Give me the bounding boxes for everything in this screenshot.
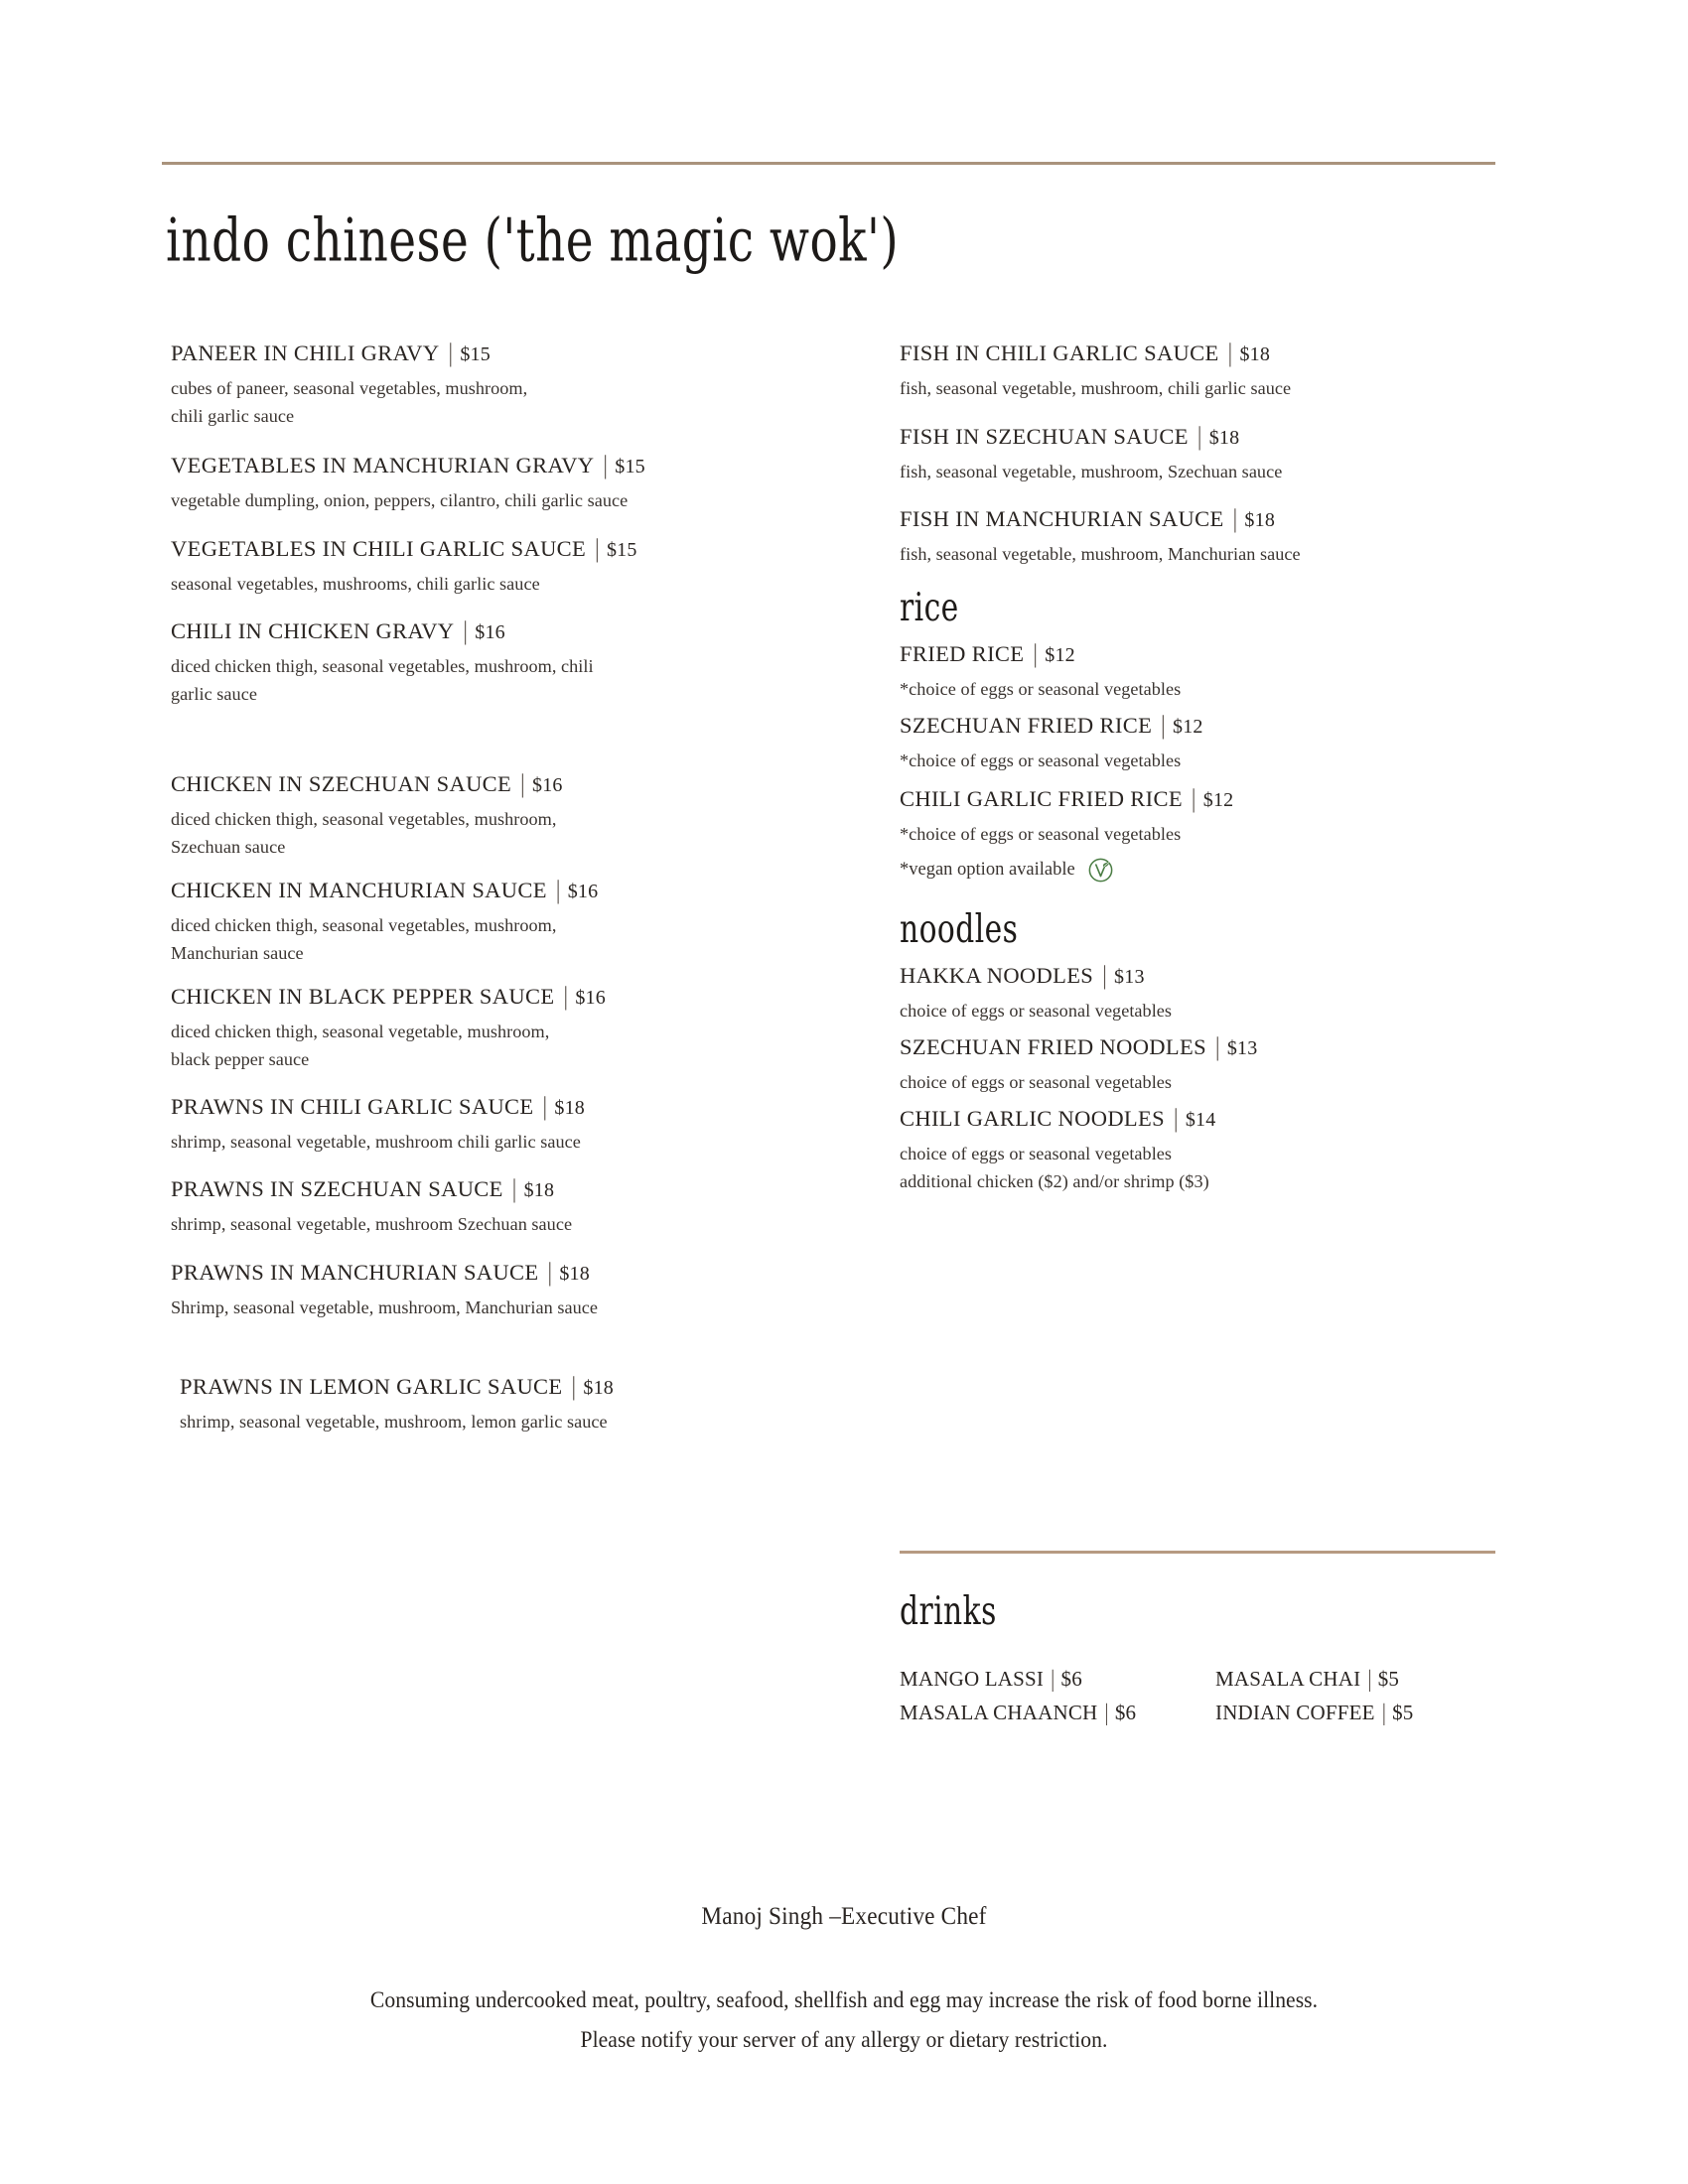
separator: | [1051, 1665, 1055, 1693]
menu-item-price: $18 [1208, 427, 1240, 449]
menu-item-description: diced chicken thigh, seasonal vegetables, mushroom, Szechuan sauce [171, 809, 557, 857]
menu-item-description: shrimp, seasonal vegetable, mushroom Szechuan sauce [171, 1214, 573, 1234]
menu-item-name: VEGETABLES IN MANCHURIAN GRAVY | $15 [171, 451, 645, 479]
menu-item-prawns-in-szechuan-sauce[interactable] [171, 1175, 806, 1239]
separator: | [1102, 961, 1108, 990]
separator: | [563, 982, 569, 1011]
menu-item-name: CHILI GARLIC NOODLES | $14 [900, 1104, 1216, 1133]
menu-item-price: $16 [575, 987, 606, 1009]
menu-item-price: $16 [567, 881, 599, 902]
drink-price: $5 [1392, 1701, 1414, 1724]
menu-item-price: $12 [1202, 789, 1234, 811]
section-heading-drinks: drinks [900, 1586, 997, 1634]
menu-item-name: CHILI GARLIC FRIED RICE | $12 [900, 784, 1234, 813]
vegan-leaf-icon [1087, 857, 1114, 884]
page-title: indo chinese ('the magic wok') [166, 206, 900, 276]
menu-item-name: SZECHUAN FRIED NOODLES | $13 [900, 1032, 1258, 1061]
menu-item-chicken-in-black-pepper-sauce[interactable] [171, 983, 806, 1073]
menu-item-name: FISH IN SZECHUAN SAUCE | $18 [900, 422, 1240, 451]
menu-item-price: $16 [532, 774, 563, 796]
separator: | [1381, 1699, 1387, 1726]
separator: | [463, 616, 469, 645]
menu-item-price: $12 [1173, 716, 1203, 738]
drink-item-mango-lassi[interactable]: MANGO LASSI | $6 [900, 1665, 1082, 1693]
menu-item-price: $16 [475, 621, 505, 643]
menu-item-prawns-in-chili-garlic-sauce[interactable] [171, 1093, 806, 1157]
menu-item-price: $18 [554, 1097, 585, 1119]
menu-item-name: PRAWNS IN CHILI GARLIC SAUCE | $18 [171, 1092, 585, 1121]
menu-item-chicken-in-manchurian-sauce[interactable] [171, 877, 806, 967]
menu-item-price: $18 [559, 1263, 590, 1285]
menu-item-price: $14 [1185, 1109, 1216, 1131]
executive-chef-credit: Manoj Singh –Executive Chef [701, 1903, 987, 1930]
menu-item-szechuan-fried-rice[interactable] [900, 712, 1535, 775]
menu-item-name: CHICKEN IN BLACK PEPPER SAUCE | $16 [171, 982, 606, 1011]
menu-item-fish-in-chili-garlic-sauce[interactable] [900, 340, 1535, 403]
menu-item-description: Shrimp, seasonal vegetable, mushroom, Manchurian sauce [171, 1297, 598, 1317]
menu-item-name: FRIED RICE | $12 [900, 639, 1075, 668]
separator: | [603, 451, 609, 479]
separator: | [1161, 711, 1167, 740]
drink-item-masala-chai[interactable]: MASALA CHAI | $5 [1215, 1665, 1400, 1693]
separator: | [547, 1258, 553, 1287]
menu-item-szechuan-fried-noodles[interactable] [900, 1033, 1535, 1097]
menu-item-description: shrimp, seasonal vegetable, mushroom, lemon garlic sauce [180, 1412, 608, 1432]
menu-item-name: HAKKA NOODLES | $13 [900, 961, 1145, 990]
drink-price: $5 [1377, 1667, 1400, 1691]
top-divider-rule [162, 162, 1495, 165]
menu-item-description: *choice of eggs or seasonal vegetables [900, 824, 1182, 844]
menu-item-price: $18 [523, 1179, 555, 1201]
menu-item-fried-rice[interactable] [900, 640, 1535, 704]
allergy-disclaimer [51, 1980, 1637, 2061]
menu-item-name: PRAWNS IN LEMON GARLIC SAUCE | $18 [180, 1372, 614, 1401]
menu-item-description: *choice of eggs or seasonal vegetables [900, 751, 1182, 770]
menu-item-price: $15 [606, 539, 637, 561]
drinks-list [900, 1667, 1495, 1725]
vegan-option-note [900, 857, 1535, 884]
menu-item-name: FISH IN CHILI GARLIC SAUCE | $18 [900, 339, 1271, 367]
menu-item-name: PRAWNS IN MANCHURIAN SAUCE | $18 [171, 1258, 590, 1287]
menu-item-chicken-in-szechuan-sauce[interactable] [171, 770, 806, 861]
menu-item-name: PANEER IN CHILI GRAVY | $15 [171, 339, 491, 367]
separator: | [448, 339, 454, 367]
menu-item-vegetables-in-chili-garlic-sauce[interactable] [171, 535, 806, 599]
menu-item-description: vegetable dumpling, onion, peppers, cilantro, chili garlic sauce [171, 490, 629, 510]
menu-item-chili-garlic-fried-rice[interactable] [900, 785, 1535, 849]
menu-item-description: diced chicken thigh, seasonal vegetable, mushroom, black pepper sauce [171, 1022, 550, 1069]
menu-item-description: choice of eggs or seasonal vegetables additional chicken ($2) and/or shrimp ($3) [900, 1144, 1209, 1191]
menu-item-price: $18 [1244, 509, 1276, 531]
separator: | [1232, 504, 1238, 533]
menu-item-price: $12 [1045, 644, 1075, 666]
menu-item-name: CHICKEN IN MANCHURIAN SAUCE | $16 [171, 876, 599, 904]
separator: | [542, 1092, 548, 1121]
vegan-note-text: *vegan option available [900, 860, 1075, 880]
separator: | [595, 534, 600, 563]
menu-item-name: CHILI IN CHICKEN GRAVY | $16 [171, 616, 505, 645]
menu-item-name: PRAWNS IN SZECHUAN SAUCE | $18 [171, 1174, 555, 1203]
drinks-divider-rule [900, 1551, 1495, 1554]
section-heading-rice: rice [900, 583, 959, 630]
separator: | [511, 1174, 517, 1203]
menu-item-fish-in-szechuan-sauce[interactable] [900, 423, 1535, 486]
separator: | [520, 769, 525, 798]
drink-price: $6 [1060, 1667, 1082, 1691]
menu-item-description: diced chicken thigh, seasonal vegetables, mushroom, chili garlic sauce [171, 656, 594, 704]
menu-item-price: $15 [615, 456, 645, 478]
menu-item-fish-in-manchurian-sauce[interactable] [900, 505, 1535, 569]
menu-item-description: cubes of paneer, seasonal vegetables, mushroom, chili garlic sauce [171, 378, 528, 426]
menu-item-description: diced chicken thigh, seasonal vegetables, mushroom, Manchurian sauce [171, 915, 557, 963]
menu-item-chili-in-chicken-gravy[interactable] [171, 617, 806, 708]
menu-item-vegetables-in-manchurian-gravy[interactable] [171, 452, 806, 515]
menu-item-name: CHICKEN IN SZECHUAN SAUCE | $16 [171, 769, 563, 798]
menu-item-prawns-in-lemon-garlic-sauce[interactable] [180, 1373, 815, 1436]
menu-item-price: $18 [583, 1377, 614, 1399]
separator: | [1104, 1699, 1109, 1726]
drink-price: $6 [1114, 1701, 1137, 1724]
menu-item-price: $13 [1114, 966, 1145, 988]
menu-item-name: SZECHUAN FRIED RICE | $12 [900, 711, 1203, 740]
menu-item-paneer-in-chili-gravy[interactable] [171, 340, 806, 430]
disclaimer-line-1: Consuming undercooked meat, poultry, seafood, shellfish and egg may increase the risk of food borne illness. [369, 1987, 1319, 2012]
menu-item-description: fish, seasonal vegetable, mushroom, chili garlic sauce [900, 378, 1292, 398]
menu-item-description: *choice of eggs or seasonal vegetables [900, 679, 1182, 699]
menu-item-description: shrimp, seasonal vegetable, mushroom chili garlic sauce [171, 1132, 581, 1152]
separator: | [1033, 639, 1039, 668]
separator: | [571, 1372, 577, 1401]
menu-item-description: choice of eggs or seasonal vegetables [900, 1072, 1173, 1092]
drink-item-masala-chaanch[interactable]: MASALA CHAANCH | $6 [900, 1699, 1137, 1726]
menu-item-price: $15 [460, 343, 491, 365]
menu-item-price: $18 [1239, 343, 1271, 365]
menu-item-description: fish, seasonal vegetable, mushroom, Manchurian sauce [900, 544, 1301, 564]
menu-item-description: seasonal vegetables, mushrooms, chili garlic sauce [171, 574, 540, 594]
section-heading-noodles: noodles [900, 904, 1019, 952]
separator: | [1196, 422, 1202, 451]
separator: | [1214, 1032, 1220, 1061]
separator: | [1367, 1665, 1372, 1693]
separator: | [1227, 339, 1233, 367]
menu-item-chili-garlic-noodles[interactable] [900, 1105, 1535, 1195]
menu-item-name: FISH IN MANCHURIAN SAUCE | $18 [900, 504, 1276, 533]
menu-item-hakka-noodles[interactable] [900, 962, 1535, 1025]
drink-item-indian-coffee[interactable]: INDIAN COFFEE | $5 [1215, 1699, 1414, 1726]
disclaimer-line-2: Please notify your server of any allergy or dietary restriction. [580, 2027, 1108, 2053]
separator: | [1191, 784, 1196, 813]
separator: | [1173, 1104, 1179, 1133]
menu-item-description: fish, seasonal vegetable, mushroom, Szechuan sauce [900, 462, 1283, 481]
menu-item-name: VEGETABLES IN CHILI GARLIC SAUCE | $15 [171, 534, 637, 563]
separator: | [555, 876, 561, 904]
menu-item-price: $13 [1226, 1037, 1258, 1059]
menu-item-prawns-in-manchurian-sauce[interactable] [171, 1259, 806, 1322]
menu-item-description: choice of eggs or seasonal vegetables [900, 1001, 1173, 1021]
